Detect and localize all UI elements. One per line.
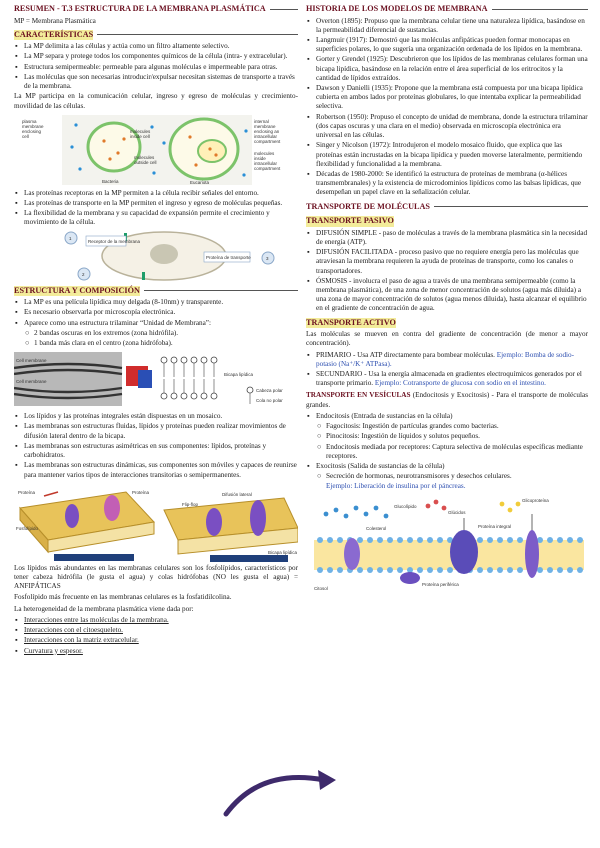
caracteristicas-list bbox=[14, 42, 298, 91]
fig4-label-proteina2: Proteína bbox=[132, 489, 150, 495]
bilayer-figure bbox=[14, 350, 298, 410]
list-item: ○ Endocitosis mediada por receptores: Captura selectiva de moléculas específicas mediante receptores. bbox=[316, 443, 588, 461]
estructura-sublist bbox=[24, 329, 298, 348]
doc-title-text: RESUMEN - T.3 ESTRUCTURA DE LA MEMBRANA PLASMÁTICA bbox=[14, 4, 266, 13]
list-item: ▪ PRIMARIO - Usa ATP directamente para bombear moléculas. Ejemplo: Bomba de sodio-potasio (Na⁺/K⁺ ATPasa). bbox=[306, 351, 588, 369]
pasivo-heading: TRANSPORTE PASIVO bbox=[306, 216, 394, 226]
fig2-num-2: 2 bbox=[82, 271, 85, 277]
historia-list bbox=[306, 17, 588, 198]
list-item: ▪ Estructura semipermeable: permeable para algunas moléculas e impermeable para otras. bbox=[14, 63, 298, 72]
list-item: ▪ DIFUSIÓN SIMPLE - paso de moléculas a través de la membrana plasmática sin la necesidad de energía (ATP). bbox=[306, 229, 588, 247]
svg-text:compartment: compartment bbox=[254, 165, 281, 171]
mosaico-list bbox=[14, 412, 298, 480]
svg-text:membrane: membrane bbox=[22, 123, 44, 129]
svg-text:enclosing: enclosing bbox=[22, 128, 42, 134]
fig-label-glicoproteina: Glicoproteína bbox=[522, 497, 549, 503]
list-item: ▪ DIFUSIÓN FACILITADA - proceso pasivo que no requiere energía pero las moléculas que atraviesan la membrana requieren la ayuda de proteínas de transporte, como los canales o transportadores. bbox=[306, 248, 588, 276]
list-item: ▪ Interacciones entre las moléculas de la membrana. bbox=[14, 616, 298, 625]
svg-text:molecules: molecules bbox=[130, 128, 151, 134]
list-item: ○ Pinocitosis: Ingestión de líquidos y solutos pequeños. bbox=[316, 432, 588, 441]
fig3-label-cabeza: Cabeza polar bbox=[256, 388, 283, 394]
caracteristicas-heading: CARACTERÍSTICAS bbox=[14, 30, 298, 41]
svg-text:Eucariota: Eucariota bbox=[190, 179, 210, 185]
receptor-figure bbox=[14, 230, 298, 282]
svg-text:molecules: molecules bbox=[134, 154, 155, 160]
list-item: ▪ Langmuir (1917): Demostró que las moléculas anfipáticas pueden formar monocapas en superficies polares, lo que sugería una organización ordenada de los lípidos en la membrana. bbox=[306, 36, 588, 54]
fig-label-glucidos: Glúcidos bbox=[448, 509, 466, 515]
svg-text:membrane: membrane bbox=[254, 123, 276, 129]
list-item: ○ Fagocitosis: Ingestión de partículas grandes como bacterias. bbox=[316, 422, 588, 431]
fluid-mosaic-figure bbox=[306, 494, 588, 594]
list-item: ○ Secreción de hormonas, neurotransmisores y desechos celulares. bbox=[316, 472, 588, 481]
list-item: ▪ Es necesario observarla por microscopía electrónica. bbox=[14, 308, 298, 317]
fosfolipidos-para: Los lípidos más abundantes en las membranas celulares son los fosfolípidos, característicos por tener cabeza hidrófila (le gusta el agua) y colas hidrófobas (NO les gusta el agua) = ANFIPÁTICAS bbox=[14, 563, 298, 591]
estructura-list bbox=[14, 298, 298, 328]
activo-heading: TRANSPORTE ACTIVO bbox=[306, 317, 396, 327]
fig4-label-difusion: Difusión lateral bbox=[222, 491, 252, 497]
exocitosis-example: Ejemplo: Liberación de insulina por el páncreas. bbox=[326, 482, 466, 491]
list-item: ▪ Singer y Nicolson (1972): Introdujeron el modelo mosaico fluido, que explica que las proteínas están incrustadas en la bicapa lipídica y pueden moverse lateralmente, permitiendo flexibilidad y funcionalidad a la membrana. bbox=[306, 141, 588, 169]
svg-text:plasma: plasma bbox=[22, 118, 37, 124]
fig-label-glucolipido: Glucolípido bbox=[394, 503, 417, 509]
heterogeneidad-list bbox=[14, 616, 298, 656]
svg-text:intracellular: intracellular bbox=[254, 160, 278, 166]
abbrev-line: MP = Membrana Plasmática bbox=[14, 16, 96, 25]
left-column bbox=[14, 0, 298, 657]
fig2-num-1: 1 bbox=[69, 235, 72, 241]
fosfatidilcolina-para: Fosfolípido más frecuente en las membranas celulares es la fosfatidilcolina. bbox=[14, 593, 232, 602]
transporte-heading: TRANSPORTE DE MOLÉCULAS bbox=[306, 202, 588, 213]
list-item: ▪ Curvatura y espesor. bbox=[14, 647, 298, 656]
activo-example-1: Ejemplo: Bomba de sodio-potasio (Na⁺/K⁺ ATPasa). bbox=[316, 350, 575, 368]
fig-label-periferica: Proteína periférica bbox=[422, 581, 459, 587]
receptores-list bbox=[14, 189, 298, 228]
list-item: ▪ Overton (1895): Propuso que la membrana celular tiene una naturaleza lipídica, basándose en la permeabilidad diferencial de sustancias. bbox=[306, 17, 588, 35]
svg-text:intracellular: intracellular bbox=[254, 133, 278, 139]
fig2-num-3: 3 bbox=[266, 255, 269, 261]
fig3-label-cm2: Cell membrane bbox=[16, 379, 47, 385]
right-column bbox=[306, 0, 588, 596]
fig3-label-cola: Cola no polar bbox=[256, 398, 283, 404]
caracteristicas-para: La MP participa en la comunicación celular, ingreso y egreso de moléculas y crecimiento-movilidad de las células. bbox=[14, 92, 298, 110]
vesiculas-para: TRANSPORTE EN VESÍCULAS (Endocitosis y Exocitosis) - Para el transporte de moléculas grandes. bbox=[306, 391, 589, 409]
list-item: ▪ Las proteínas receptoras en la MP permiten a la célula recibir señales del entorno. bbox=[14, 189, 298, 198]
svg-text:outside cell: outside cell bbox=[134, 159, 157, 165]
fig4-label-flipflop: Flip-flop bbox=[182, 501, 199, 507]
svg-text:inside: inside bbox=[254, 155, 266, 161]
vesiculas-list bbox=[306, 412, 588, 421]
list-item: ▪ SECUNDARIO - Usa la energía almacenada en gradientes electroquímicos generados por el transporte primario. Ejemplo: Cotransporte de glucosa con sodio en el intestino. bbox=[306, 370, 588, 388]
activo-para: Las moléculas se mueven en contra del gradiente de concentración (de menor a mayor concentración). bbox=[306, 330, 588, 348]
list-item: ▪ Interacciones con el citoesqueleto. bbox=[14, 626, 298, 635]
svg-text:molecules: molecules bbox=[254, 150, 275, 156]
svg-text:inside cell: inside cell bbox=[130, 133, 150, 139]
activo-list bbox=[306, 351, 588, 389]
list-item: ▪ Aparece como una estructura trilaminar “Unidad de Membrana”: bbox=[14, 319, 298, 328]
svg-text:compartment: compartment bbox=[254, 138, 281, 144]
svg-text:cell: cell bbox=[22, 133, 29, 139]
list-item: ▪ Gorter y Grendel (1925): Descubrieron que los lípidos de las membranas celulares forman una bicapa lipídica, basándose en la relación entre el área superficial de los eritrocitos y la cantidad de lípidos extraídos. bbox=[306, 55, 588, 83]
endocitosis-item: ▪ Endocitosis (Entrada de sustancias en la célula) bbox=[306, 412, 588, 421]
fig2-label-receptor: Receptor de la membrana bbox=[88, 238, 141, 244]
historia-heading: HISTORIA DE LOS MODELOS DE MEMBRANA bbox=[306, 4, 588, 15]
svg-text:enclosing an: enclosing an bbox=[254, 128, 280, 134]
list-item: ▪ La MP es una película lipídica muy delgada (8-10nm) y transparente. bbox=[14, 298, 298, 307]
fig-label-citosol: Citosol bbox=[314, 585, 328, 591]
vesiculas-heading: TRANSPORTE EN VESÍCULAS bbox=[306, 391, 411, 400]
fig4-label-proteina1: Proteína bbox=[18, 489, 36, 495]
endocitosis-sublist bbox=[316, 422, 588, 461]
list-item: ▪ Robertson (1950): Propuso el concepto de unidad de membrana, donde la estructura trilaminar (dos capas oscuras y una clara en el medio) observada en microscopía electrónica era universal en las células. bbox=[306, 113, 588, 141]
list-item: ▪ Interacciones con la matriz extracelular. bbox=[14, 636, 298, 645]
fig-label-integral: Proteína integral bbox=[478, 523, 512, 529]
list-item: ▪ La flexibilidad de la membrana y su capacidad de expansión permite el crecimiento y movimiento de la célula. bbox=[14, 209, 298, 227]
list-item: ▪ Las moléculas que son necesarias introducir/expulsar necesitan sistemas de transporte a través de la membrana. bbox=[14, 73, 298, 91]
fig3-label-bicapa: Bicapa lipídica bbox=[224, 372, 254, 378]
list-item: ▪ ÓSMOSIS - involucra el paso de agua a través de una membrana semipermeable (como la membrana plasmática), de una zona de menor concentración de solutos (agua más diluida) a una zona de mayor concentración de solutos (agua menos diluida), hasta alcanzar el equilibrio en el gradiente de concentración de agua. bbox=[306, 277, 588, 314]
svg-text:Bacteria: Bacteria bbox=[102, 178, 119, 184]
list-item: ▪ Las membranas son estructuras asimétricas en sus componentes: lípidos, proteínas y carbohidratos. bbox=[14, 442, 298, 460]
list-item: ▪ Décadas de 1980-2000: Se identificó la estructura de proteínas de membrana (α-hélices transmembranales) y la existencia de microdominios lipídicos como las balsas lipídicas, que desempeñan un papel clave en la señalización celular. bbox=[306, 170, 588, 198]
fig3-label-cm1: Cell membrane bbox=[16, 358, 47, 364]
estructura-heading: ESTRUCTURA Y COMPOSICIÓN bbox=[14, 286, 298, 297]
fig4-label-fosfolipido: Fosfolípido bbox=[16, 525, 39, 531]
list-item: ▪ Las membranas son estructuras dinámicas, sus componentes son móviles y capaces de reunirse para mantener varios tipos de interacciones transitorias o semipermanentes. bbox=[14, 461, 298, 479]
fig4-label-bicapa: Bicapa lipídica bbox=[268, 549, 298, 555]
list-item: ○ 1 banda más clara en el centro (zona hidrófoba). bbox=[24, 339, 298, 348]
exocitosis-item: ▪ Exocitosis (Salida de sustancias de la célula) bbox=[306, 462, 588, 471]
exocitosis-sublist bbox=[316, 472, 588, 481]
activo-example-2: Ejemplo: Cotransporte de glucosa con sodio en el intestino. bbox=[374, 379, 546, 388]
list-item: ▪ Las proteínas de transporte en la MP permiten el ingreso y egreso de moléculas pequeñas. bbox=[14, 199, 298, 208]
doc-title bbox=[14, 4, 298, 15]
cells-figure bbox=[14, 113, 298, 187]
list-item: ▪ Los lípidos y las proteínas integrales están dispuestas en un mosaico. bbox=[14, 412, 298, 421]
membrane-models-figure bbox=[14, 482, 298, 562]
list-item: ▪ La MP delimita a las células y actúa como un filtro altamente selectivo. bbox=[14, 42, 298, 51]
heterogeneidad-para: La heterogeneidad de la membrana plasmática viene dada por: bbox=[14, 604, 194, 613]
pasivo-list bbox=[306, 229, 588, 314]
fig2-label-transport: Proteína de transporte bbox=[206, 254, 251, 260]
list-item: ▪ Las membranas son estructuras fluidas, lípidos y proteínas pueden realizar movimientos de difusión lateral dentro de la bicapa. bbox=[14, 422, 298, 440]
curved-arrow-icon bbox=[220, 760, 340, 820]
list-item: ○ 2 bandas oscuras en los extremos (zona hidrófila). bbox=[24, 329, 298, 338]
fig-label-colesterol: Colesterol bbox=[366, 525, 387, 531]
list-item: ▪ Dawson y Danielli (1935): Propone que la membrana está compuesta por una bicapa lipídica cubierta en ambos lados por proteínas globulares, lo que intentaba explicar la permeabilidad selectiva. bbox=[306, 84, 588, 112]
list-item: ▪ La MP separa y protege todos los componentes químicos de la célula (intra- y extracelular). bbox=[14, 52, 298, 61]
svg-text:internal: internal bbox=[254, 118, 269, 124]
exocitosis-list bbox=[306, 462, 588, 471]
